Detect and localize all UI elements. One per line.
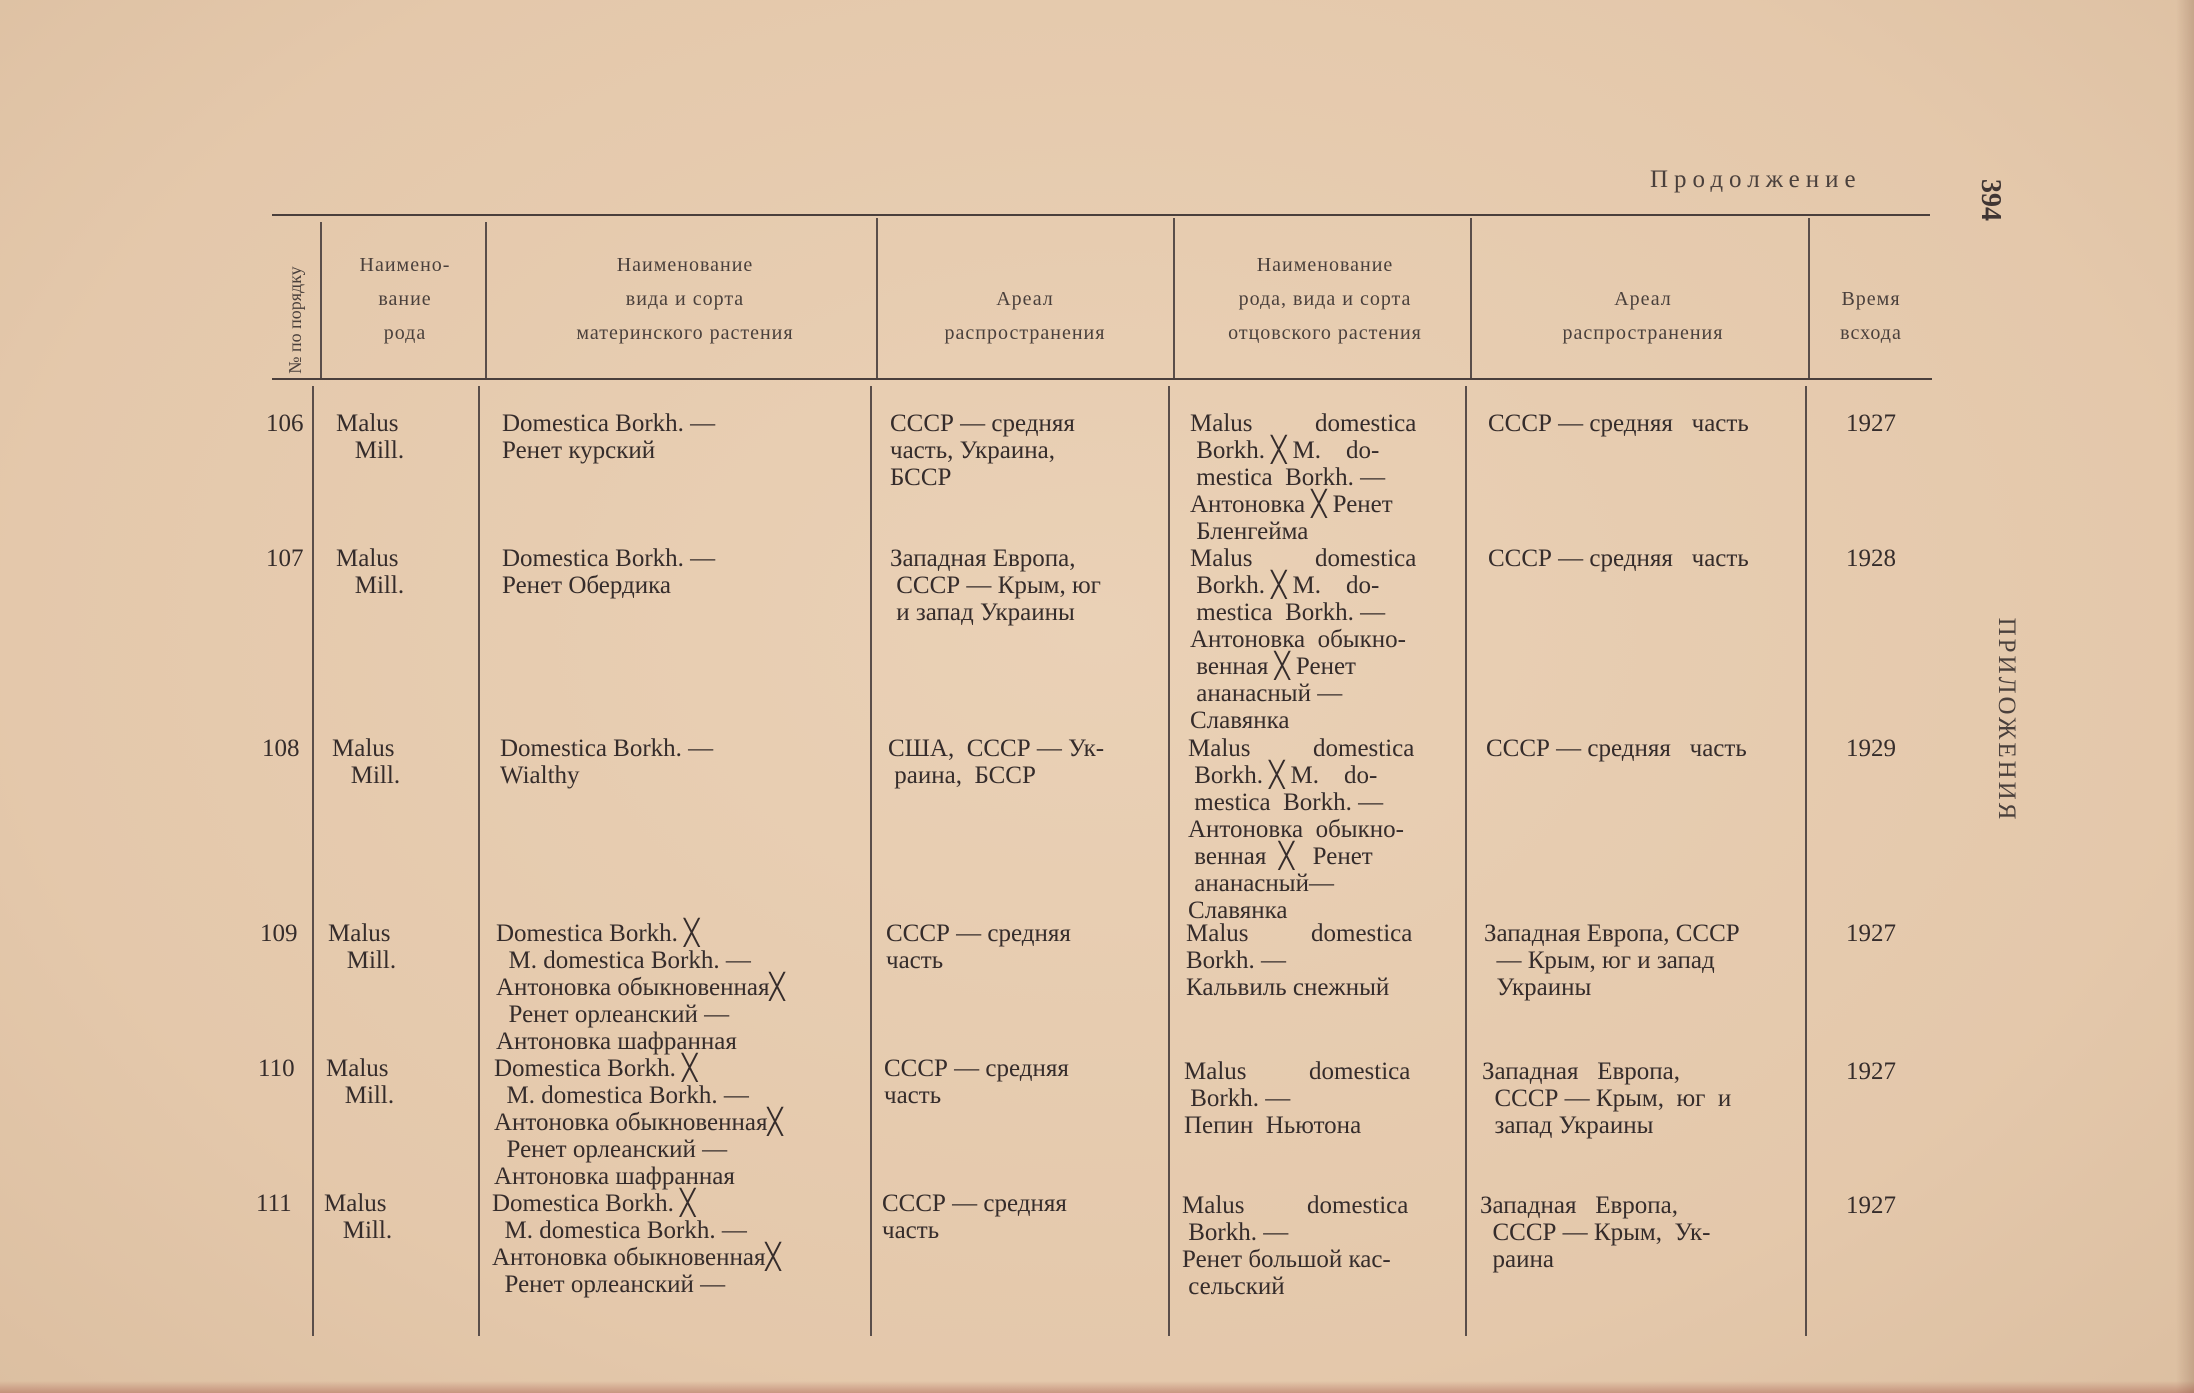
table-row-area2: СССР — средняя часть <box>1488 545 1749 572</box>
continuation-label: Продолжение <box>1650 166 1862 193</box>
table-row-mother: Domestica Borkh. — Wialthy <box>500 735 714 789</box>
table-row-num: 109 <box>260 920 298 947</box>
header-area2: Ареал распространения <box>1562 288 1724 344</box>
table-row-area2: Западная Европа, СССР — Крым, юг и запад Украины <box>1482 1058 1732 1139</box>
table-row-area1: США, СССР — Ук- раина, БССР <box>888 735 1105 789</box>
table-row-genus: Malus Mill. <box>332 735 401 789</box>
table-row-area2: СССР — средняя часть <box>1486 735 1747 762</box>
header-father: Наименование рода, вида и сорта отцовского растения <box>1228 254 1422 344</box>
side-section-title: ПРИЛОЖЕНИЯ <box>1993 617 2020 823</box>
table-row-area2: СССР — средняя часть <box>1488 410 1749 437</box>
table-row-area1: СССР — средняя часть, Украина, БССР <box>890 410 1075 491</box>
table-top-rule <box>272 214 1930 216</box>
table-row-num: 110 <box>258 1055 295 1082</box>
table-row-genus: Malus Mill. <box>326 1055 395 1109</box>
table-row-father: Malus domestica Borkh. ╳ M. do- mestica Borkh. — Антоновка обыкно- венная ╳ Ренет ананасный— Славянка <box>1188 735 1415 924</box>
col-divider-6 <box>1808 218 1810 378</box>
table-row-genus: Malus Mill. <box>336 545 405 599</box>
col-divider-2-body <box>478 386 480 1336</box>
table-row-time: 1927 <box>1846 920 1896 947</box>
header-num: № по порядку <box>285 266 305 374</box>
table-row-father: Malus domestica Borkh. ╳ M. do- mestica Borkh. — Антоновка обыкно- венная ╳ Ренет ананасный — Славянка <box>1190 545 1417 734</box>
table-row-mother: Domestica Borkh. — Ренет курский <box>502 410 716 464</box>
table-row-area1: СССР — средняя часть <box>884 1055 1069 1109</box>
col-divider-6-body <box>1805 386 1807 1336</box>
header-time: Время всхода <box>1840 288 1902 344</box>
col-divider-4-body <box>1168 386 1170 1336</box>
table-row-area2: Западная Европа, СССР — Крым, Ук- раина <box>1480 1192 1711 1273</box>
table-row-num: 107 <box>266 545 304 572</box>
page-bottom-edge <box>0 1381 2194 1393</box>
table-row-mother: Domestica Borkh. ╳ M. domestica Borkh. — Антоновка обыкновенная╳ Ренет орлеанский — Антоновка шафранная <box>494 1055 783 1190</box>
col-divider-2 <box>485 222 487 378</box>
col-divider-1-body <box>312 386 314 1336</box>
table-row-genus: Malus Mill. <box>324 1190 393 1244</box>
table-row-time: 1928 <box>1846 545 1896 572</box>
table-row-father: Malus domestica Borkh. — Кальвиль снежный <box>1186 920 1413 1001</box>
page-number: 394 <box>1975 179 2006 221</box>
header-genus: Наимено- вание рода <box>359 254 451 344</box>
col-divider-5-body <box>1465 386 1467 1336</box>
table-row-mother: Domestica Borkh. ╳ M. domestica Borkh. — Антоновка обыкновенная╳ Ренет орлеанский — Антоновка шафранная <box>496 920 785 1055</box>
table-row-area1: СССР — средняя часть <box>886 920 1071 974</box>
header-mother: Наименование вида и сорта материнского растения <box>576 254 794 344</box>
table-row-time: 1927 <box>1846 1192 1896 1219</box>
table-row-area2: Западная Европа, СССР — Крым, юг и запад Украины <box>1484 920 1740 1001</box>
col-divider-3 <box>876 218 878 378</box>
table-row-time: 1927 <box>1846 1058 1896 1085</box>
table-row-genus: Malus Mill. <box>328 920 397 974</box>
header-area1: Ареал распространения <box>944 288 1106 344</box>
table-row-mother: Domestica Borkh. — Ренет Обердика <box>502 545 716 599</box>
table-row-mother: Domestica Borkh. ╳ M. domestica Borkh. — Антоновка обыкновенная╳ Ренет орлеанский — <box>492 1190 781 1298</box>
table-row-time: 1927 <box>1846 410 1896 437</box>
table-row-num: 108 <box>262 735 300 762</box>
table-row-num: 106 <box>266 410 304 437</box>
table-row-father: Malus domestica Borkh. — Ренет большой кас- сельский <box>1182 1192 1409 1300</box>
col-divider-4 <box>1173 218 1175 378</box>
header-bottom-rule <box>272 378 1932 380</box>
col-divider-5 <box>1470 218 1472 378</box>
table-row-father: Malus domestica Borkh. ╳ M. do- mestica Borkh. — Антоновка ╳ Ренет Бленгейма <box>1190 410 1417 545</box>
table-row-num: 111 <box>256 1190 292 1217</box>
table-row-genus: Malus Mill. <box>336 410 405 464</box>
table-row-father: Malus domestica Borkh. — Пепин Ньютона <box>1184 1058 1411 1139</box>
col-divider-3-body <box>870 386 872 1336</box>
table-row-time: 1929 <box>1846 735 1896 762</box>
page-edge-shadow <box>2176 0 2194 1393</box>
table-row-area1: СССР — средняя часть <box>882 1190 1067 1244</box>
table-row-area1: Западная Европа, СССР — Крым, юг и запад Украины <box>890 545 1101 626</box>
